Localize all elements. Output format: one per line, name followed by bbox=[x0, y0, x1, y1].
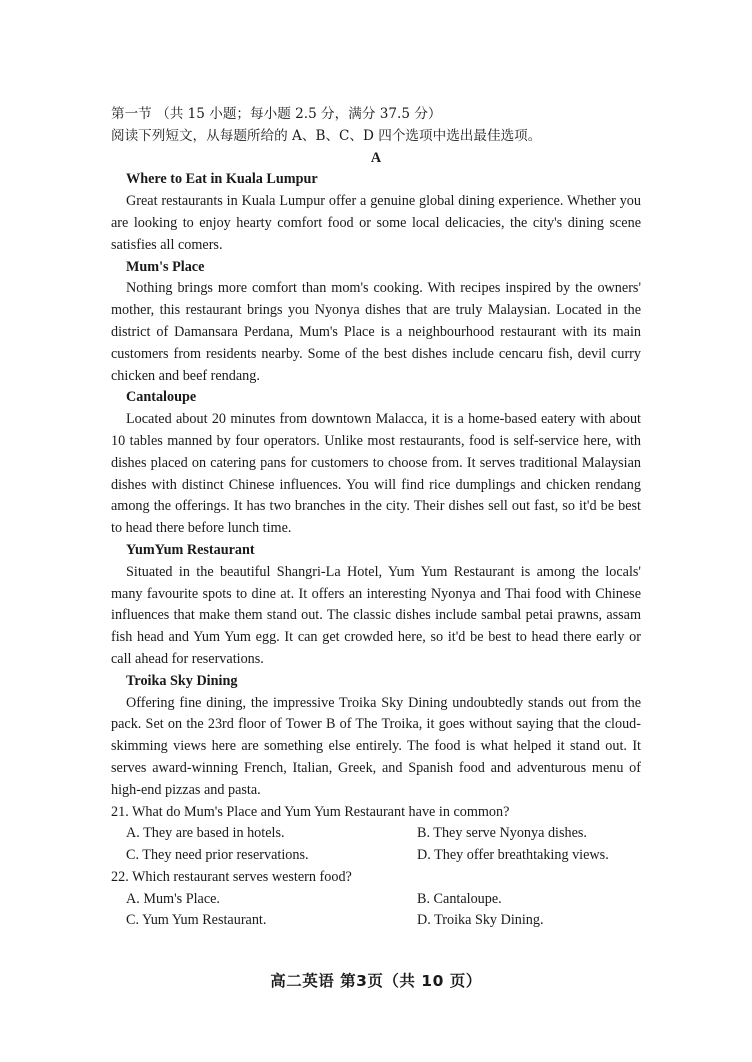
section-header: 第一节 （共 15 小题；每小题 2.5 分，满分 37.5 分） bbox=[111, 106, 442, 122]
option-b[interactable]: B. They serve Nyonya dishes. bbox=[417, 825, 587, 842]
section-instruction: 阅读下列短文，从每题所给的 A、B、C、D 四个选项中选出最佳选项。 bbox=[111, 127, 542, 144]
option-a[interactable]: A. Mum's Place. bbox=[126, 890, 220, 907]
article-title: Where to Eat in Kuala Lumpur bbox=[126, 171, 318, 188]
option-c[interactable]: C. Yum Yum Restaurant. bbox=[126, 912, 267, 929]
restaurant-description: Offering fine dining, the impressive Troika Sky Dining undoubtedly stands out from the pack. Set on the 23rd floor of Tower B of The Troika, it goes without saying that the cloud-skimming views here are something else entirely. The food is what helped it stand out. It serves award-winning French, Italian, Greek, and Spanish food and adventurous menu of high-end pizzas and pasta. bbox=[111, 694, 641, 798]
question-22 bbox=[111, 867, 641, 932]
restaurant-name-mums-place: Mum's Place bbox=[126, 258, 205, 275]
restaurant-description: Nothing brings more comfort than mom's cooking. With recipes inspired by the owners' mother, this restaurant brings you Nyonya dishes that are truly Malaysian. Located in the district of Damansara Perdana, Mum's Place is a neighbourhood restaurant with its main customers from residents nearby. Some of the best dishes include cencaru fish, devil curry chicken and beef rendang. bbox=[111, 280, 641, 384]
question-stem: 21. What do Mum's Place and Yum Yum Restaurant have in common? bbox=[111, 803, 510, 820]
article-intro bbox=[111, 191, 641, 256]
restaurant-section-cantaloupe bbox=[111, 409, 641, 540]
option-a[interactable]: A. They are based in hotels. bbox=[126, 825, 285, 842]
restaurant-name-yumyum: YumYum Restaurant bbox=[126, 541, 255, 558]
option-c[interactable]: C. They need prior reservations. bbox=[126, 847, 309, 864]
restaurant-description: Located about 20 minutes from downtown Malacca, it is a home-based eatery with about 10 tables manned by four operators. Unlike most restaurants, food is self-service here, with dishes placed on catering pans for customers to choose from. It serves traditional Malaysian dishes with distinct Chinese influences. You will find rice dumplings and chicken rendang among the offerings. It has two branches in the city. Their dishes sell out fast, so it'd be best to head there before lunch time. bbox=[111, 411, 641, 537]
option-d[interactable]: D. Troika Sky Dining. bbox=[417, 912, 544, 929]
restaurant-section-troika bbox=[111, 693, 641, 802]
part-label: A bbox=[370, 149, 382, 166]
question-options bbox=[111, 823, 641, 867]
restaurant-description: Situated in the beautiful Shangri-La Hotel, Yum Yum Restaurant is among the locals' many favourite spots to dine at. It offers an interesting Nyonya and Thai food with Chinese influences that make them stand out. The classic dishes include sambal petai prawns, assam fish head and Yum Yum egg. It can get crowded here, so it'd be best to head there early or call ahead for reservations. bbox=[111, 563, 641, 667]
restaurant-section-mums-place bbox=[111, 278, 641, 387]
question-stem: 22. Which restaurant serves western food? bbox=[111, 868, 352, 885]
exam-page bbox=[111, 104, 641, 932]
restaurant-name-cantaloupe: Cantaloupe bbox=[126, 389, 197, 406]
intro-paragraph: Great restaurants in Kuala Lumpur offer a genuine global dining experience. Whether you are looking to enjoy hearty comfort food or some local delicacies, the city's dining scene satisfies all comers. bbox=[111, 193, 641, 253]
question-21 bbox=[111, 802, 641, 867]
restaurant-section-yumyum bbox=[111, 562, 641, 671]
restaurant-name-troika: Troika Sky Dining bbox=[126, 672, 238, 689]
option-d[interactable]: D. They offer breathtaking views. bbox=[417, 847, 609, 864]
page-footer: 高二英语 第3页（共 10 页） bbox=[270, 972, 482, 990]
question-options bbox=[111, 889, 641, 933]
option-b[interactable]: B. Cantaloupe. bbox=[417, 890, 502, 907]
